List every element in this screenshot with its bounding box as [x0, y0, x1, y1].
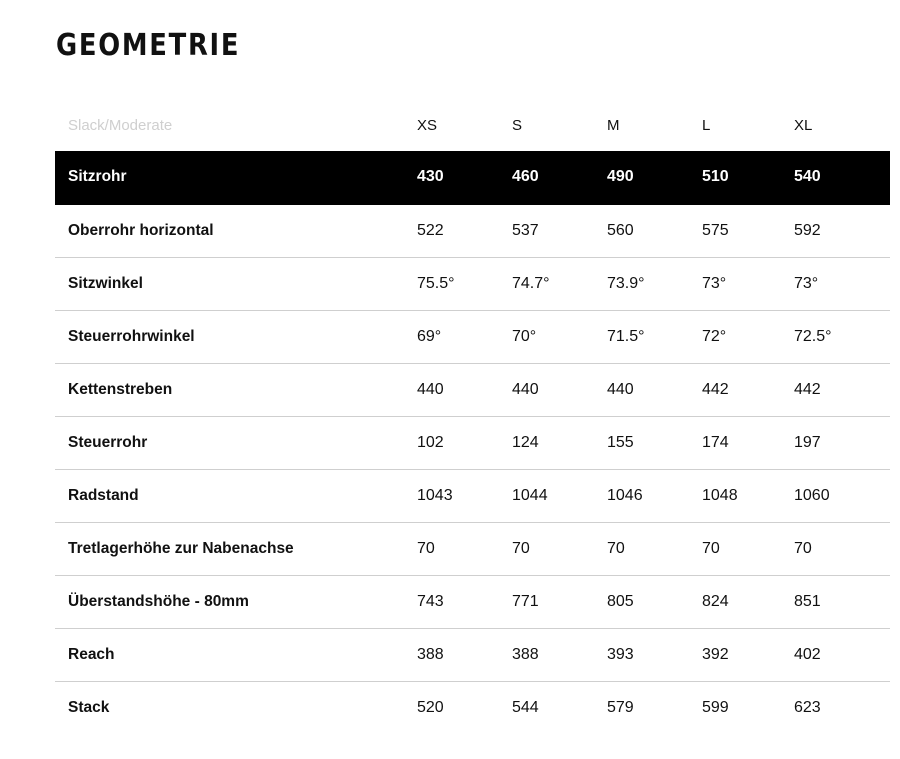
value-cell-l: 599	[702, 698, 729, 716]
value-cell-s: 537	[512, 221, 539, 239]
size-header-l: L	[702, 116, 711, 134]
value-cell-m: 805	[607, 592, 634, 610]
value-cell-xl: 623	[794, 698, 821, 716]
value-cell-xl: 442	[794, 380, 821, 398]
value-cell-l: 575	[702, 221, 729, 239]
size-header-s: S	[512, 116, 523, 134]
value-cell-xs: 69°	[417, 327, 442, 345]
table-row	[55, 257, 890, 310]
value-cell-m: 560	[607, 221, 634, 239]
size-header-m: M	[607, 116, 620, 134]
table-header-row	[55, 99, 890, 151]
value-cell-l: 73°	[702, 274, 727, 292]
value-cell-m: 440	[607, 380, 634, 398]
table-row	[55, 151, 890, 204]
row-label: Tretlagerhöhe zur Nabenachse	[68, 539, 294, 557]
value-cell-l: 824	[702, 592, 729, 610]
row-label: Kettenstreben	[68, 380, 173, 398]
value-cell-m: 1046	[607, 486, 643, 504]
value-cell-l: 174	[702, 433, 729, 451]
geometry-table	[55, 99, 890, 734]
table-row	[55, 310, 890, 363]
value-cell-m: 155	[607, 433, 634, 451]
value-cell-s: 74.7°	[512, 274, 550, 292]
value-cell-xs: 388	[417, 645, 444, 663]
table-row	[55, 469, 890, 522]
size-header-xs: XS	[417, 116, 438, 134]
value-cell-xs: 440	[417, 380, 444, 398]
value-cell-l: 70	[702, 539, 720, 557]
value-cell-xl: 70	[794, 539, 812, 557]
value-cell-s: 70°	[512, 327, 537, 345]
value-cell-xs: 102	[417, 433, 444, 451]
table-row	[55, 363, 890, 416]
table-row	[55, 204, 890, 257]
value-cell-xs: 1043	[417, 486, 453, 504]
row-label: Sitzrohr	[68, 168, 127, 186]
value-cell-xs: 522	[417, 221, 444, 239]
table-row	[55, 628, 890, 681]
value-cell-xs: 520	[417, 698, 444, 716]
row-label: Steuerrohrwinkel	[68, 327, 195, 345]
value-cell-xl: 197	[794, 433, 821, 451]
row-label: Reach	[68, 645, 115, 663]
table-body	[55, 151, 890, 734]
value-cell-m: 73.9°	[607, 274, 645, 292]
row-label: Sitzwinkel	[68, 274, 143, 292]
table-row	[55, 522, 890, 575]
value-cell-l: 442	[702, 380, 729, 398]
row-label: Stack	[68, 698, 110, 716]
value-cell-xl: 1060	[794, 486, 830, 504]
table-row	[55, 681, 890, 734]
value-cell-xs: 70	[417, 539, 435, 557]
value-cell-xl: 540	[794, 168, 821, 186]
value-cell-xs: 743	[417, 592, 444, 610]
value-cell-s: 544	[512, 698, 539, 716]
row-label: Oberrohr horizontal	[68, 221, 214, 239]
value-cell-xl: 402	[794, 645, 821, 663]
value-cell-m: 579	[607, 698, 634, 716]
value-cell-xl: 73°	[794, 274, 819, 292]
value-cell-l: 392	[702, 645, 729, 663]
value-cell-xs: 75.5°	[417, 274, 455, 292]
value-cell-s: 70	[512, 539, 530, 557]
value-cell-s: 1044	[512, 486, 548, 504]
row-label: Steuerrohr	[68, 433, 148, 451]
value-cell-xl: 592	[794, 221, 821, 239]
value-cell-m: 393	[607, 645, 634, 663]
value-cell-xl: 851	[794, 592, 821, 610]
value-cell-l: 72°	[702, 327, 727, 345]
row-label: Überstandshöhe - 80mm	[68, 592, 249, 610]
table-row	[55, 416, 890, 469]
value-cell-m: 70	[607, 539, 625, 557]
value-cell-l: 510	[702, 168, 729, 186]
value-cell-xs: 430	[417, 168, 444, 186]
value-cell-s: 440	[512, 380, 539, 398]
value-cell-s: 124	[512, 433, 539, 451]
table-row	[55, 575, 890, 628]
value-cell-l: 1048	[702, 486, 738, 504]
value-cell-s: 388	[512, 645, 539, 663]
value-cell-m: 71.5°	[607, 327, 645, 345]
value-cell-s: 460	[512, 168, 539, 186]
value-cell-s: 771	[512, 592, 539, 610]
page-title: GEOMETRIE	[56, 28, 241, 63]
geometry-variant-label: Slack/Moderate	[68, 116, 173, 134]
value-cell-m: 490	[607, 168, 634, 186]
value-cell-xl: 72.5°	[794, 327, 832, 345]
size-header-xl: XL	[794, 116, 813, 134]
row-label: Radstand	[68, 486, 139, 504]
